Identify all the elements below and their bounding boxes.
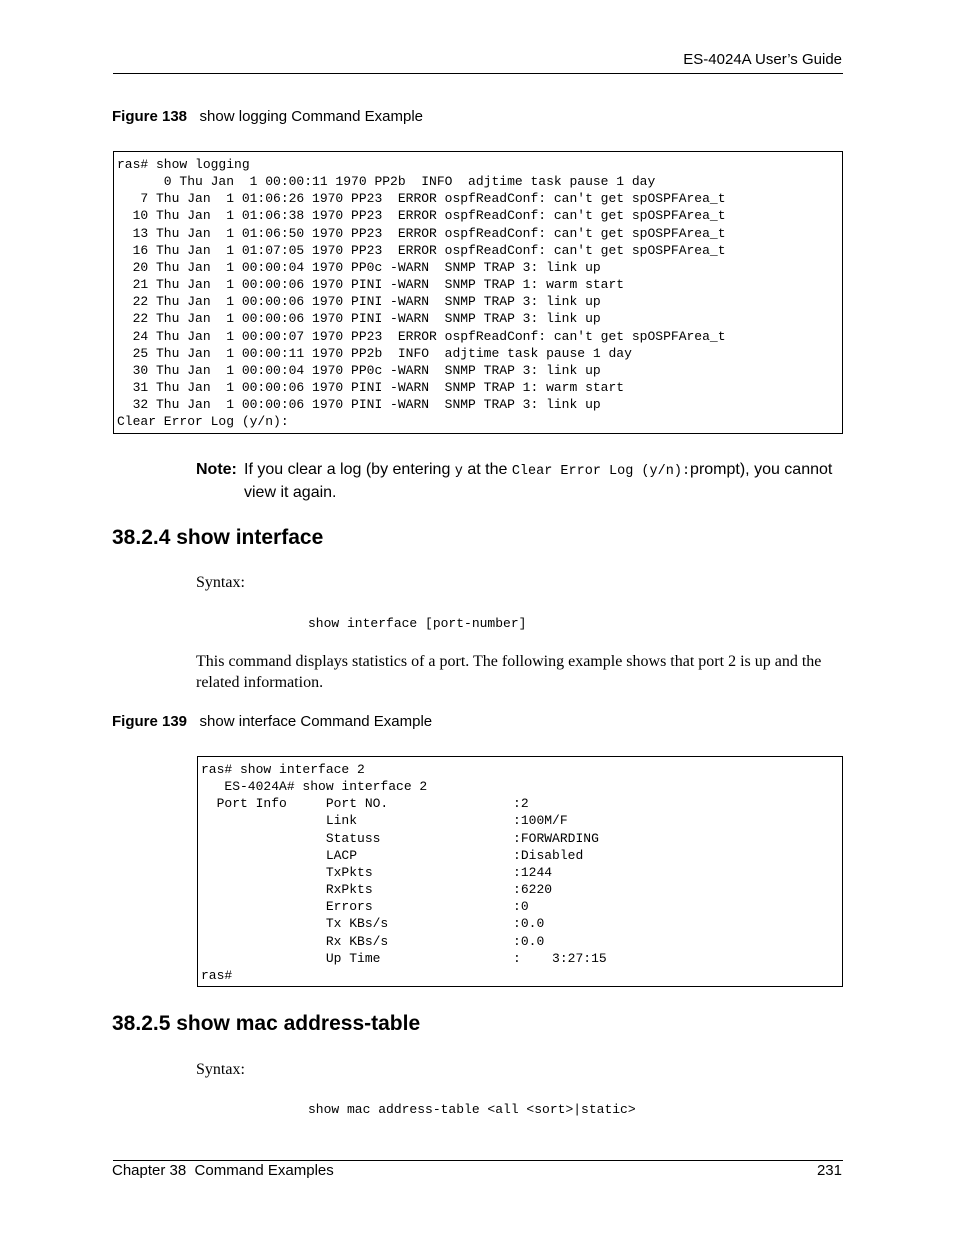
show-interface-description: This command displays statistics of a port. The following example shows that port 2 is up and the related information. bbox=[196, 653, 822, 691]
syntax-label: Syntax: bbox=[196, 574, 245, 591]
section-heading-show-mac: 38.2.5 show mac address-table bbox=[112, 1012, 421, 1035]
figure-139-caption bbox=[112, 713, 432, 730]
footer-chapter: Chapter 38 Command Examples bbox=[112, 1162, 334, 1179]
show-logging-output: ras# show logging 0 Thu Jan 1 00:00:11 1970 PP2b INFO adjtime task pause 1 day 7 Thu Jan 1 01:06:26 1970 PP23 ERROR ospfReadConf: can't get spOSPFArea_t 10 Thu Jan 1 01:06:38 1970 PP23 ERROR ospfReadConf: can't get spOSPFArea_t 13 Thu Jan 1 01:06:50 1970 PP23 ERROR ospfReadConf: can't get spOSPFArea_t 16 Thu Jan 1 01:07:05 1970 PP23 ERROR ospfReadConf: can't get spOSPFArea_t 20 Thu Jan 1 00:00:04 1970 PP0c -WARN SNMP TRAP 3: link up 21 Thu Jan 1 00:00:06 1970 PINI -WARN SNMP TRAP 1: warm start 22 Thu Jan 1 00:00:06 1970 PINI -WARN SNMP TRAP 3: link up 22 Thu Jan 1 00:00:06 1970 PINI -WARN SNMP TRAP 3: link up 24 Thu Jan 1 00:00:07 1970 PP23 ERROR ospfReadConf: can't get spOSPFArea_t 25 Thu Jan 1 00:00:11 1970 PP2b INFO adjtime task pause 1 day 30 Thu Jan 1 00:00:04 1970 PP0c -WARN SNMP TRAP 3: link up 31 Thu Jan 1 00:00:06 1970 PINI -WARN SNMP TRAP 1: warm start 32 Thu Jan 1 00:00:06 1970 PINI -WARN SNMP TRAP 3: link up Clear Error Log (y/n): bbox=[117, 157, 726, 430]
show-interface-syntax: show interface [port-number] bbox=[308, 616, 527, 631]
note-block bbox=[196, 459, 846, 503]
figure-138-label: Figure 138 bbox=[112, 108, 188, 125]
note-code-y: y bbox=[454, 464, 463, 479]
figure-139-title: show interface Command Example bbox=[199, 713, 433, 730]
figure-139-code-box bbox=[197, 756, 843, 987]
note-code-prompt: Clear Error Log (y/n): bbox=[511, 464, 691, 479]
section-heading-show-interface: 38.2.4 show interface bbox=[112, 526, 324, 549]
figure-138-code-box bbox=[113, 151, 843, 434]
figure-138-caption bbox=[112, 108, 423, 125]
footer-divider bbox=[113, 1160, 843, 1161]
page-number: 231 bbox=[816, 1162, 842, 1179]
show-interface-output: ras# show interface 2 ES-4024A# show interface 2 Port Info Port NO. :2 Link :100M/F Statuss :FORWARDING LACP :Disabled TxPkts :1244 RxPkts :6220 Errors :0 Tx KBs/s :0.0 Rx KBs/s :0.0 Up Time : 3:27:15 ras# bbox=[201, 762, 607, 983]
figure-138-title: show logging Command Example bbox=[199, 108, 423, 125]
show-mac-syntax: show mac address-table <all <sort>|static> bbox=[308, 1102, 636, 1117]
syntax-label: Syntax: bbox=[196, 1061, 245, 1078]
header-divider bbox=[113, 73, 843, 74]
note-label: Note: bbox=[196, 461, 237, 478]
running-header-title: ES-4024A User’s Guide bbox=[683, 51, 842, 68]
figure-139-label: Figure 139 bbox=[112, 713, 188, 730]
note-text: If you clear a log (by entering y at the Clear Error Log (y/n):prompt), you cannot view it again. bbox=[244, 461, 833, 501]
